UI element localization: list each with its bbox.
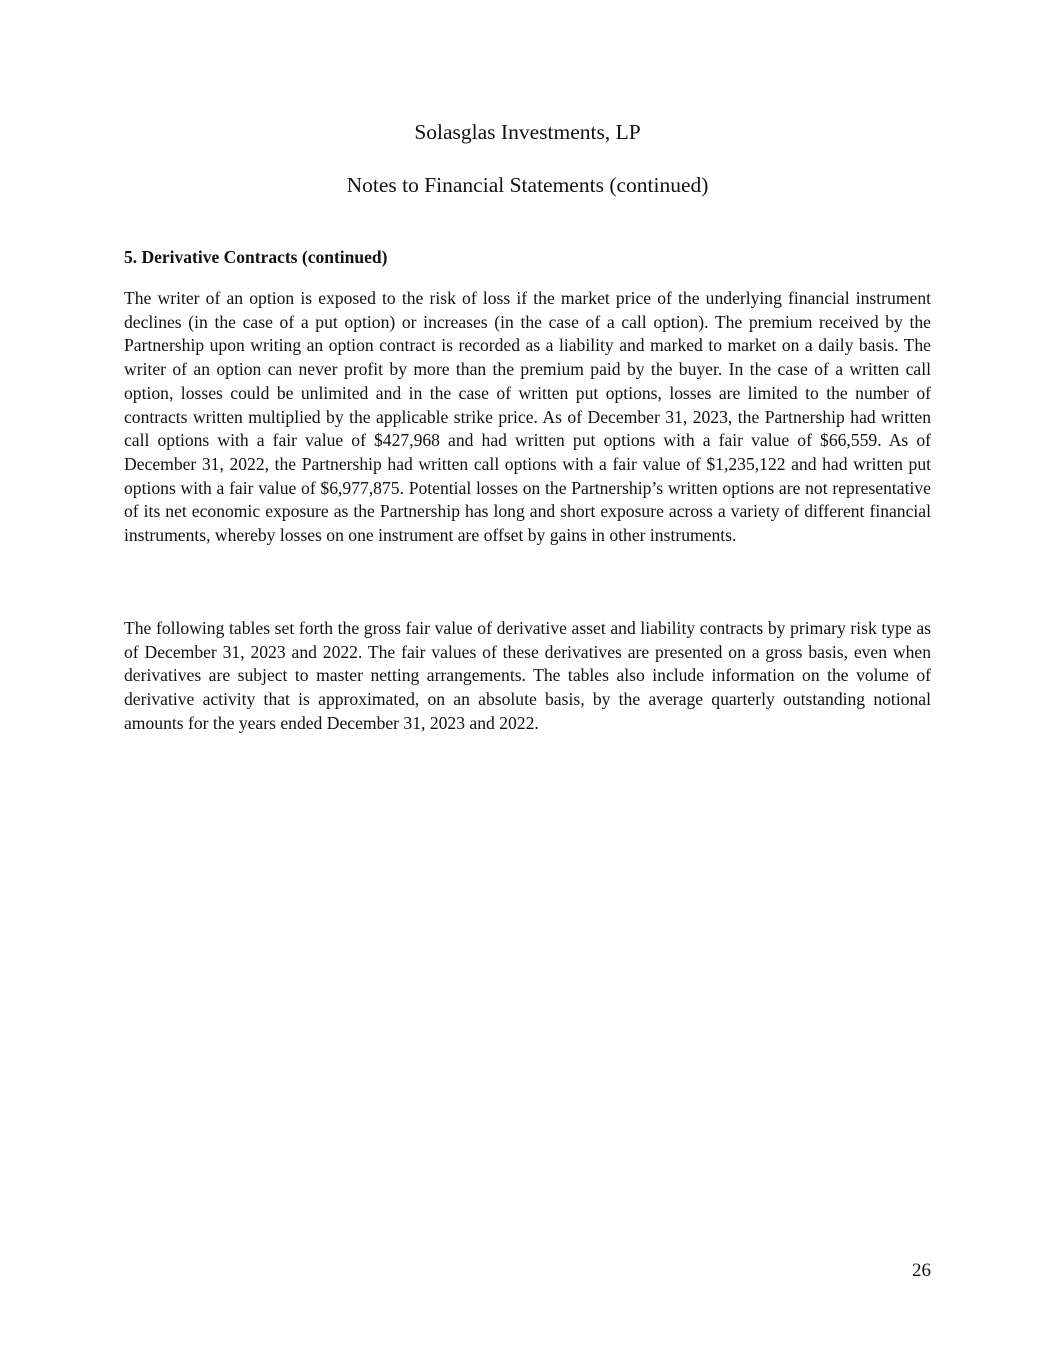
paragraph-written-options: The writer of an option is exposed to the risk of loss if the market price of the underlying financial instrument declines (in the case of a put option) or increases (in the case of a call option). The premium received by the Partnership upon writing an option contract is recorded as a liability and marked to market on a daily basis. The writer of an option can never profit by more than the premium paid by the buyer. In the case of a written call option, losses could be unlimited and in the case of written put options, losses are limited to the number of contracts written multiplied by the applicable strike price. As of December 31, 2023, the Partnership had written call options with a fair value of $427,968 and had written put options with a fair value of $66,559. As of December 31, 2022, the Partnership had written call options with a fair value of $1,235,122 and had written put options with a fair value of $6,977,875. Potential losses on the Partnership’s written options are not representative of its net economic exposure as the Partnership has long and short exposure across a variety of different financial instruments, whereby losses on one instrument are offset by gains in other instruments. — [124, 288, 931, 546]
company-name: Solasglas Investments, LP — [414, 120, 641, 144]
page-number: 26 — [912, 1260, 931, 1281]
notes-title: Notes to Financial Statements (continued) — [346, 173, 709, 197]
section-heading: 5. Derivative Contracts (continued) — [124, 247, 388, 267]
paragraph-fair-value-tables: The following tables set forth the gross fair value of derivative asset and liability contracts by primary risk type as of December 31, 2023 and 2022. The fair values of these derivatives are presented on a gross basis, even when derivatives are subject to master netting arrangements. The tables also include information on the volume of derivative activity that is approximated, on an absolute basis, by the average quarterly outstanding notional amounts for the years ended December 31, 2023 and 2022. — [124, 618, 931, 733]
